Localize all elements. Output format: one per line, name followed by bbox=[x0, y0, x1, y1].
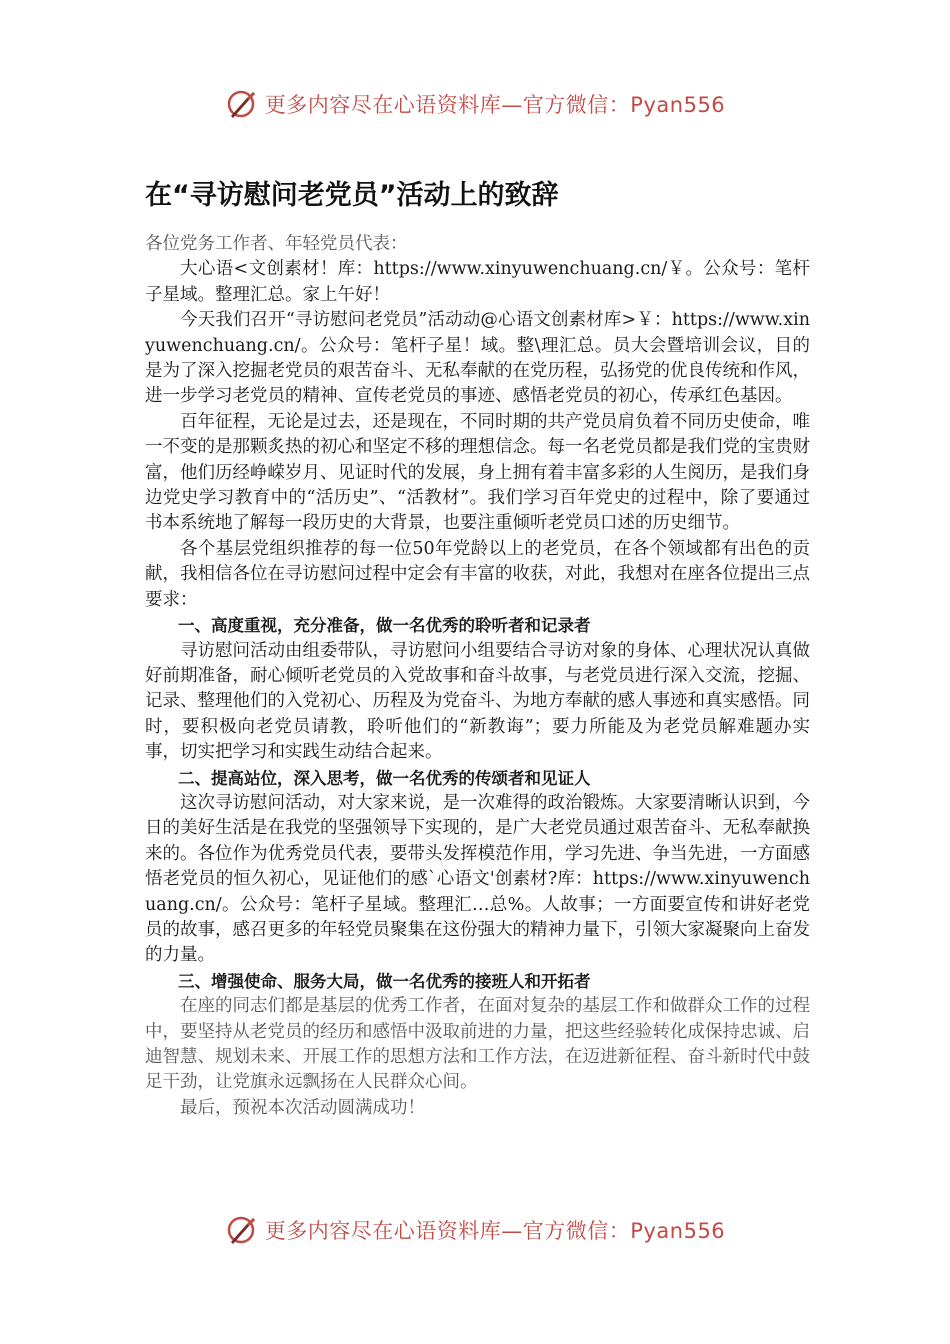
header-banner bbox=[0, 84, 950, 124]
paragraph: 在座的同志们都是基层的优秀工作者，在面对复杂的基层工作和做群众工作的过程中，要坚持从老党员的经历和感悟中汲取前进的力量，把这些经验转化成保持忠诚、启迪智慧、规划未来、开展工作的思想方法和工作方法，在迈进新征程、奋斗新时代中鼓足干劲，让党旗永远飘扬在人民群众心间。 bbox=[145, 996, 810, 1093]
document-title: 在“寻访慰问老党员”活动上的致辞 bbox=[145, 180, 559, 211]
banner-text: 更多内容尽在心语资料库—官方微信：Pyan556 bbox=[264, 93, 726, 117]
footer-banner bbox=[0, 1210, 950, 1250]
banner-text: 更多内容尽在心语资料库—官方微信：Pyan556 bbox=[264, 1219, 726, 1243]
section-heading: 三、增强使命、服务大局，做一名优秀的接班人和开拓者 bbox=[178, 971, 591, 991]
pen-nib-logo-icon bbox=[225, 1212, 261, 1248]
paragraph: 寻访慰问活动由组委带队，寻访慰问小组要结合寻访对象的身体、心理状况认真做好前期准备，耐心倾听老党员的入党故事和奋斗故事，与老党员进行深入交流，挖掘、记录、整理他们的入党初心、历程及为党奋斗、为地方奉献的感人事迹和真实感悟。同时，要积极向老党员请教，聆听他们的“新教诲”；要力所能及为老党员解难题办实事，切实把学习和实践生动结合起来。 bbox=[145, 640, 810, 763]
paragraph: 今天我们召开“寻访慰问老党员”活动动@心语文创素材库>￥：https://www.xinyuwenchuang.cn/。公众号：笔杆子星！域。整\理汇总。员大会暨培训会议，目的是为了深入挖掘老党员的艰苦奋斗、无私奉献的在党历程，弘扬党的优良传统和作风，进一步学习老党员的精神、宣传老党员的事迹、感悟老党员的初心，传承红色基因。 bbox=[145, 310, 810, 407]
pen-nib-logo-icon bbox=[225, 86, 261, 122]
paragraph: 百年征程，无论是过去，还是现在，不同时期的共产党员肩负着不同历史使命，唯一不变的是那颗炙热的初心和坚定不移的理想信念。每一名老党员都是我们党的宝贵财富，他们历经峥嵘岁月、见证时代的发展，身上拥有着丰富多彩的人生阅历，是我们身边党史学习教育中的“活历史”、“活教材”。我们学习百年党史的过程中，除了要通过书本系统地了解每一段历史的大背景，也要注重倾听老党员口述的历史细节。 bbox=[145, 411, 810, 534]
paragraph: 大心语<文创素材！库：https://www.xinyuwenchuang.cn/￥。公众号：笔杆子星域。整理汇总。家上午好！ bbox=[145, 259, 810, 305]
document-body bbox=[145, 232, 810, 1121]
closing-paragraph: 最后，预祝本次活动圆满成功！ bbox=[180, 1097, 425, 1118]
salutation: 各位党务工作者、年轻党员代表： bbox=[145, 234, 408, 254]
section-heading: 二、提高站位，深入思考，做一名优秀的传颂者和见证人 bbox=[178, 768, 591, 788]
section-heading: 一、高度重视，充分准备，做一名优秀的聆听者和记录者 bbox=[178, 616, 591, 636]
paragraph: 这次寻访慰问活动，对大家来说，是一次难得的政治锻炼。大家要清晰认识到，今日的美好生活是在我党的坚强领导下实现的，是广大老党员通过艰苦奋斗、无私奉献换来的。各位作为优秀党员代表，要带头发挥模范作用，学习先进、争当先进，一方面感悟老党员的恒久初心，见证他们的感`心语文'创素材?库：https://www.xinyuwenchuang.cn/。公众号：笔杆子星域。整理汇…总%。人故事；一方面要宣传和讲好老党员的故事，感召更多的年轻党员聚集在这份强大的精神力量下，引领大家凝聚向上奋发的力量。 bbox=[145, 792, 810, 966]
paragraph: 各个基层党组织推荐的每一位50年党龄以上的老党员，在各个领域都有出色的贡献，我相信各位在寻访慰问过程中定会有丰富的收获，对此，我想对在座各位提出三点要求： bbox=[145, 538, 810, 610]
